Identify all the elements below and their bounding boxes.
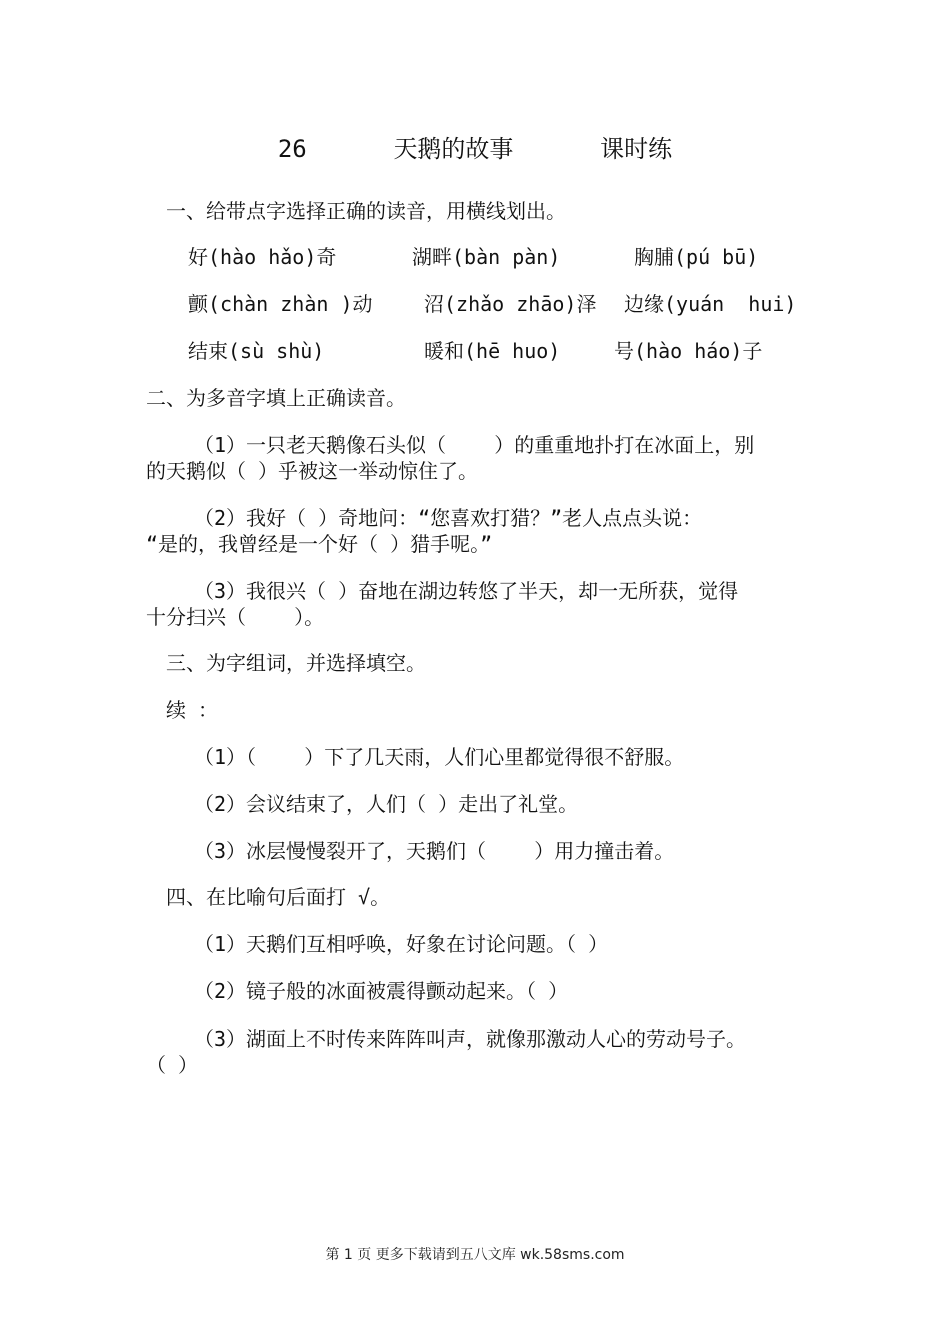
- section2-q1-line2: 的天鹅似（ ）乎被这一举动惊住了。: [146, 459, 479, 483]
- pinyin-item: 湖畔(bàn pàn): [412, 245, 561, 269]
- pinyin-item: 胸脯(pú bū): [634, 245, 759, 269]
- section2-q2-line1: （2）我好（ ）奇地问：“您喜欢打猎？”老人点点头说：: [194, 506, 703, 530]
- section3-heading: 三、为字组词，并选择填空。: [166, 651, 426, 675]
- section2-q2-line2: “是的，我曾经是一个好（ ）猎手呢。”: [146, 532, 493, 556]
- section3-word: 续 ：: [166, 698, 219, 722]
- pinyin-item: 好(hào hǎo)奇: [188, 245, 337, 269]
- section2-heading: 二、为多音字填上正确读音。: [146, 386, 406, 410]
- section3-q3: （3）冰层慢慢裂开了，天鹅们（ ）用力撞击着。: [194, 839, 675, 863]
- section4-q2: （2）镜子般的冰面被震得颤动起来。（ ）: [194, 979, 569, 1003]
- section2-q3-line1: （3）我很兴（ ）奋地在湖边转悠了半天，却一无所获，觉得: [194, 579, 739, 603]
- section4-q1: （1）天鹅们互相呼唤，好象在讨论问题。（ ）: [194, 932, 609, 956]
- section3-q1: （1）（ ）下了几天雨，人们心里都觉得很不舒服。: [194, 745, 685, 769]
- pinyin-item: 沼(zhǎo zhāo)泽: [424, 292, 597, 316]
- page-footer: 第 1 页 更多下载请到五八文库 wk.58sms.com: [325, 1247, 625, 1263]
- pinyin-item: 号(hào háo)子: [614, 339, 763, 363]
- section2-q3-line2: 十分扫兴（ ）。: [146, 605, 325, 629]
- pinyin-item: 暖和(hē huo): [424, 339, 561, 363]
- section3-q2: （2）会议结束了，人们（ ）走出了礼堂。: [194, 792, 579, 816]
- pinyin-item: 颤(chàn zhàn )动: [188, 292, 373, 316]
- pinyin-item: 结束(sù shù): [188, 339, 325, 363]
- section4-q3-line2: （ ）: [146, 1053, 199, 1077]
- page-title: 26 天鹅的故事 课时练: [277, 135, 673, 163]
- section2-q1-line1: （1）一只老天鹅像石头似（ ）的重重地扑打在冰面上，别: [194, 433, 755, 457]
- section1-heading: 一、给带点字选择正确的读音，用横线划出。: [166, 199, 566, 223]
- section4-heading: 四、在比喻句后面打 √。: [166, 885, 391, 909]
- section4-q3-line1: （3）湖面上不时传来阵阵叫声，就像那激动人心的劳动号子。: [194, 1027, 747, 1051]
- pinyin-item: 边缘(yuán hui): [624, 292, 797, 316]
